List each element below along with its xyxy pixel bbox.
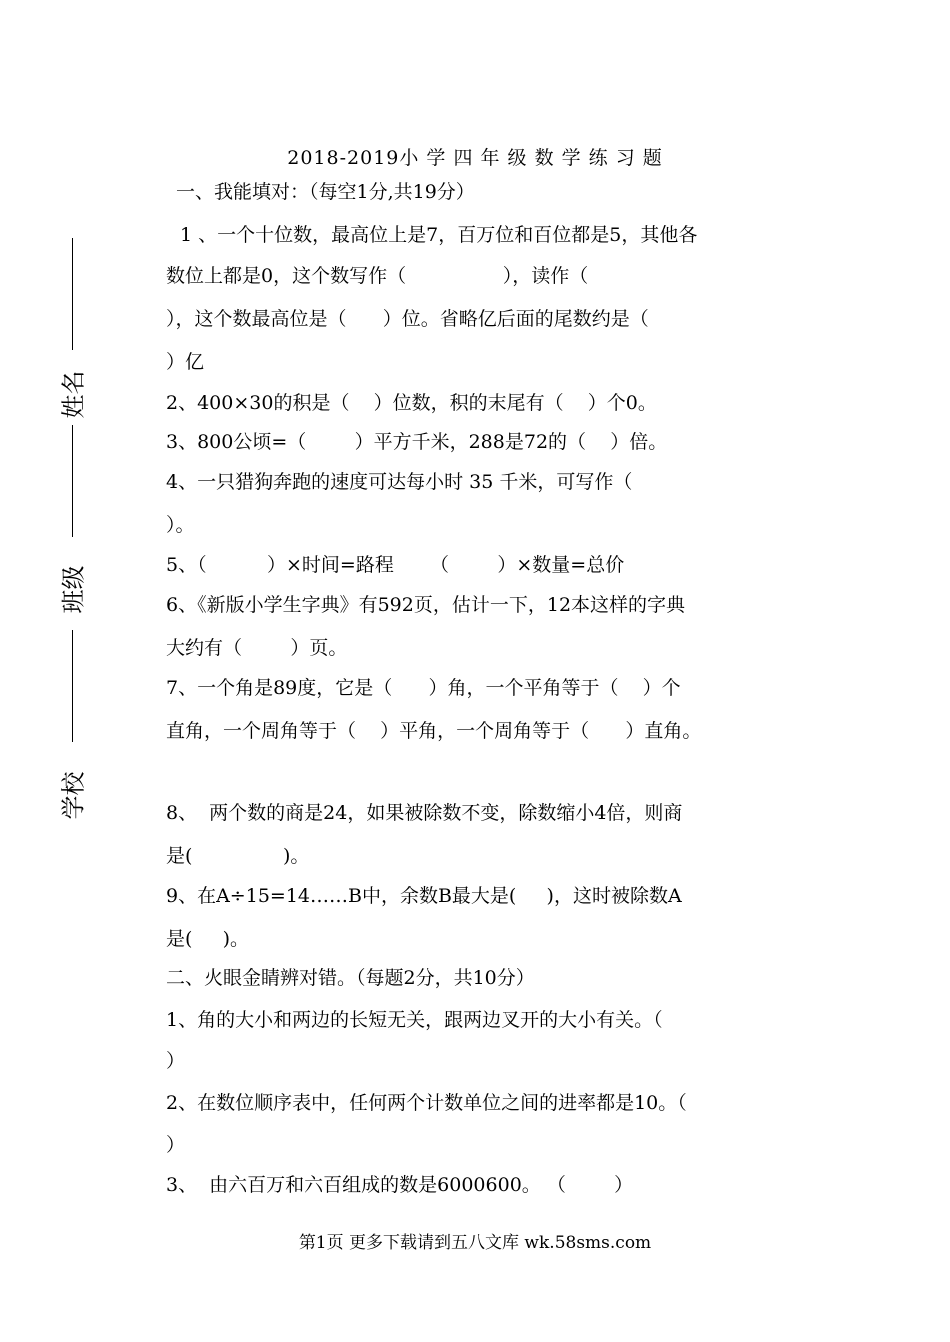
school-label: 学校: [59, 771, 88, 820]
question-line: 4、一只猎狗奔跑的速度可达每小时 35 千米，可写作（: [166, 471, 633, 493]
question-line: ）: [166, 1134, 186, 1156]
section-heading-fill-in: 一、我能填对：（每空1分,共19分）: [176, 181, 475, 203]
school-underline: [72, 630, 73, 742]
question-line: 大约有（ ）页。: [166, 637, 348, 659]
name-underline: [72, 238, 73, 350]
question-line: 9、在A÷15=14……B中，余数B最大是( )，这时被除数A: [166, 885, 682, 907]
question-line: 是( )。: [166, 845, 310, 867]
question-line: ）: [166, 1050, 186, 1072]
question-line: 是( )。: [166, 928, 250, 950]
section-heading-true-false: 二、火眼金睛辨对错。（每题2分，共10分）: [166, 967, 535, 989]
question-line: 2、400×30的积是（ ）位数，积的末尾有（ ）个0。: [166, 392, 657, 414]
question-line: ）亿: [166, 351, 205, 373]
question-line: 6、《新版小学生字典》有592页，估计一下，12本这样的字典: [166, 594, 686, 616]
class-label: 班级: [59, 565, 88, 614]
question-line: 1 、一个十位数，最高位上是7，百万位和百位都是5，其他各: [174, 224, 698, 246]
question-line: 数位上都是0，这个数写作（ ），读作（: [166, 265, 589, 287]
page-title: 2018-2019小 学 四 年 级 数 学 练 习 题: [287, 147, 663, 169]
class-underline: [72, 425, 73, 537]
question-line: 3、800公顷=（ ）平方千米，288是72的（ ）倍。: [166, 431, 668, 453]
page-footer: 第1页 更多下载请到五八文库 wk.58sms.com: [298, 1233, 652, 1253]
question-line: 3、 由六百万和六百组成的数是6000600。 （ ）: [166, 1174, 634, 1196]
question-line: 7、一个角是89度，它是（ ）角，一个平角等于（ ）个: [166, 677, 681, 699]
question-line: 8、 两个数的商是24，如果被除数不变，除数缩小4倍，则商: [166, 802, 683, 824]
question-line: 2、在数位顺序表中，任何两个计数单位之间的进率都是10。（: [166, 1092, 687, 1114]
name-label: 姓名: [59, 370, 88, 419]
question-line: 1、角的大小和两边的长短无关，跟两边叉开的大小有关。（: [166, 1009, 663, 1031]
question-line: ）。: [166, 514, 195, 536]
question-line: 直角，一个周角等于（ ）平角，一个周角等于（ ）直角。: [166, 720, 702, 742]
question-line: 5、（ ）×时间=路程 （ ）×数量=总价: [166, 554, 625, 576]
question-line: ），这个数最高位是（ ）位。省略亿后面的尾数约是（: [166, 308, 649, 330]
